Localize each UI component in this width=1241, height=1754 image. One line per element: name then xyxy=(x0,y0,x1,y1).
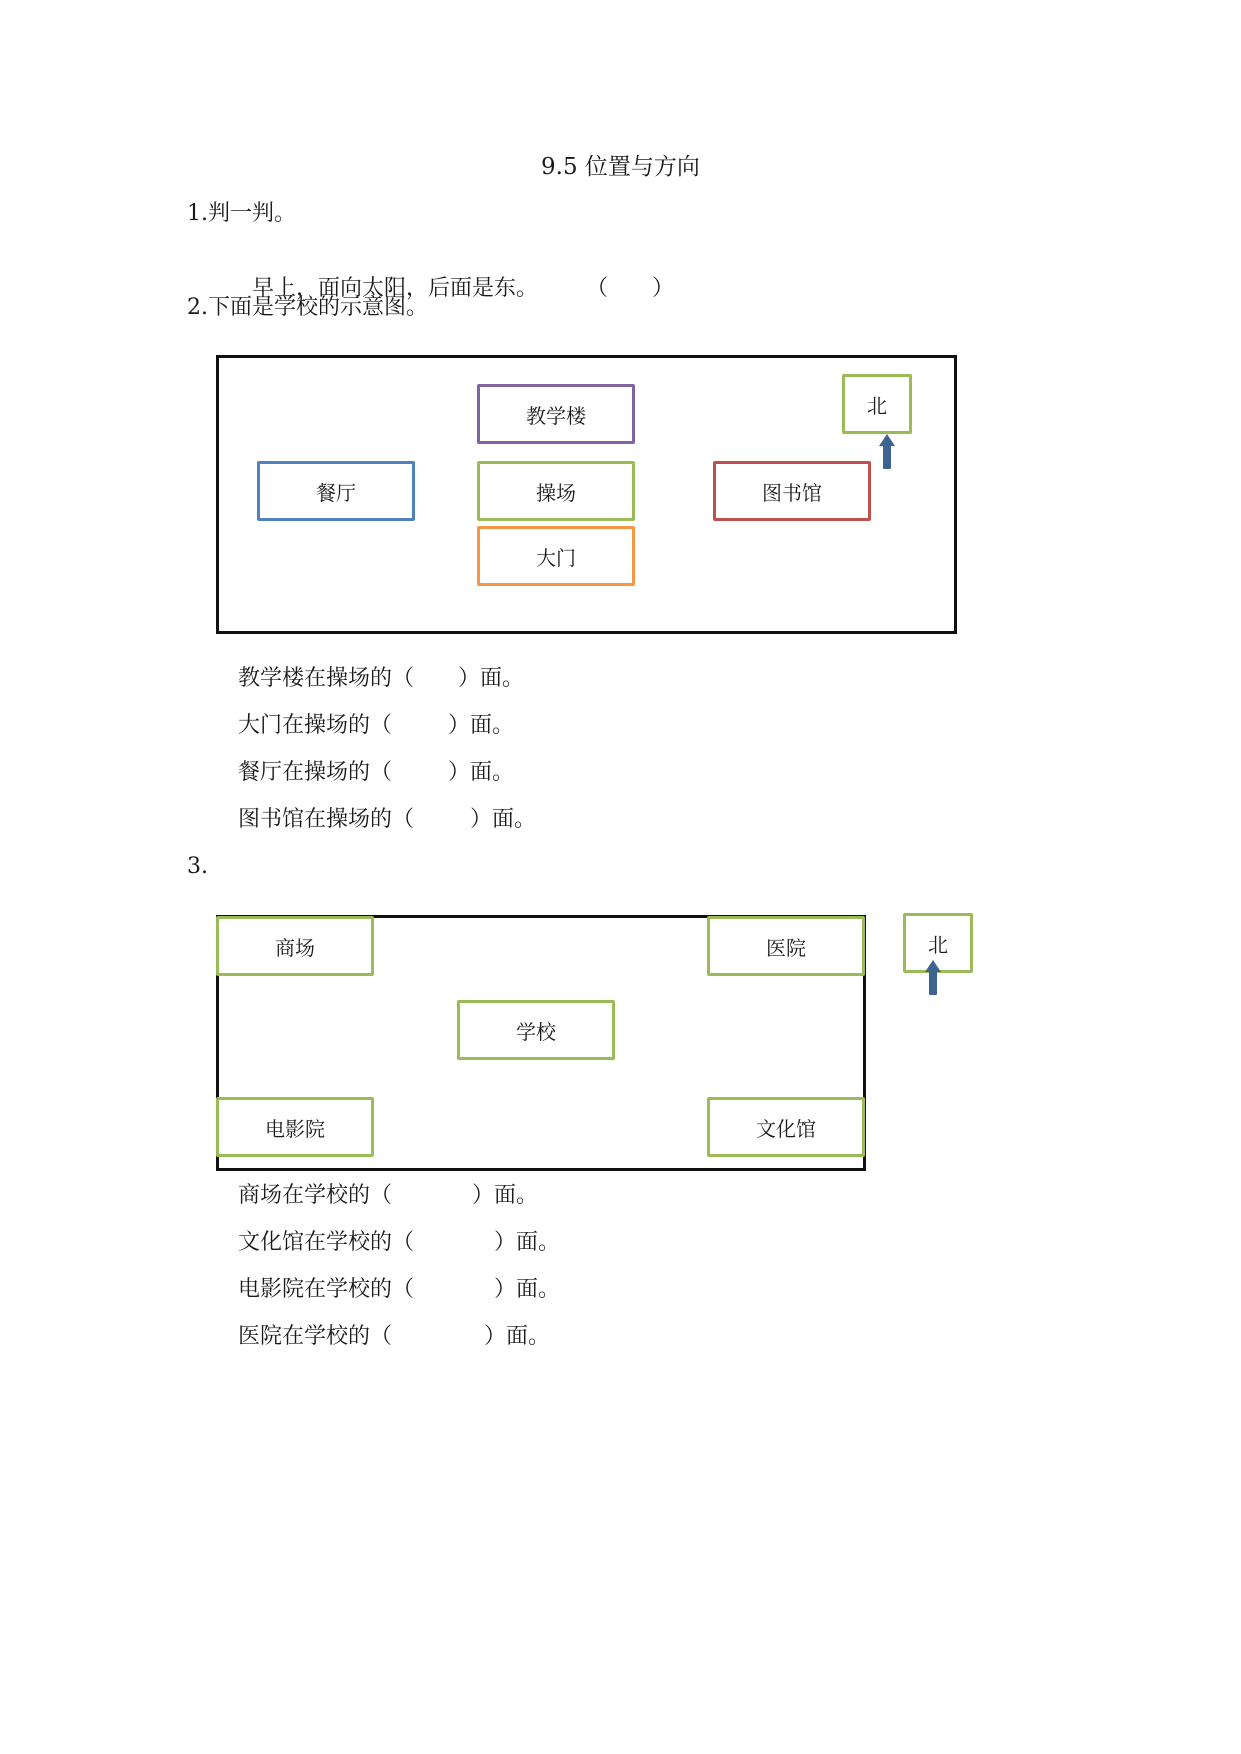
q2-blank-4: 图书馆在操场的（ ）面。 xyxy=(238,807,537,832)
north-indicator-box xyxy=(842,374,912,434)
north-arrow-icon xyxy=(883,444,891,469)
north-label: 北 xyxy=(867,393,887,418)
canteen-label: 餐厅 xyxy=(316,480,356,505)
q2-blank-1: 教学楼在操场的（ ）面。 xyxy=(238,666,525,691)
mall-label: 商场 xyxy=(275,935,315,960)
hospital-box xyxy=(707,916,865,976)
q2-blank-2: 大门在操场的（ ）面。 xyxy=(238,713,515,738)
q3-blank-3: 电影院在学校的（ ）面。 xyxy=(238,1277,561,1302)
q1-statement-text: 早上，面向太阳，后面是东。 xyxy=(252,276,539,301)
north-arrow-icon xyxy=(929,970,937,995)
cinema-box xyxy=(216,1097,374,1157)
north-label-2: 北 xyxy=(928,932,948,957)
culture-center-box xyxy=(707,1097,865,1157)
cinema-label: 电影院 xyxy=(265,1116,325,1141)
gate-label: 大门 xyxy=(536,545,576,570)
hospital-label: 医院 xyxy=(766,935,806,960)
q2-blank-3: 餐厅在操场的（ ）面。 xyxy=(238,760,515,785)
canteen-box xyxy=(257,461,415,521)
q3-heading: 3. xyxy=(187,854,208,879)
q3-blank-2: 文化馆在学校的（ ）面。 xyxy=(238,1230,561,1255)
teaching-building-box xyxy=(477,384,635,444)
school-label: 学校 xyxy=(516,1019,556,1044)
playground-label: 操场 xyxy=(536,480,576,505)
q1-heading: 1.判一判。 xyxy=(187,201,296,226)
mall-box xyxy=(216,916,374,976)
page-title: 9.5 位置与方向 xyxy=(541,154,700,180)
library-label: 图书馆 xyxy=(762,480,822,505)
gate-box xyxy=(477,526,635,586)
culture-center-label: 文化馆 xyxy=(756,1116,816,1141)
playground-box xyxy=(477,461,635,521)
q3-blank-4: 医院在学校的（ ）面。 xyxy=(238,1324,551,1349)
q2-heading: 2.下面是学校的示意图。 xyxy=(187,295,428,320)
school-box xyxy=(457,1000,615,1060)
teaching-building-label: 教学楼 xyxy=(526,403,586,428)
library-box xyxy=(713,461,871,521)
q1-answer-bracket[interactable]: （ ） xyxy=(586,276,675,301)
q3-blank-1: 商场在学校的（ ）面。 xyxy=(238,1183,539,1208)
